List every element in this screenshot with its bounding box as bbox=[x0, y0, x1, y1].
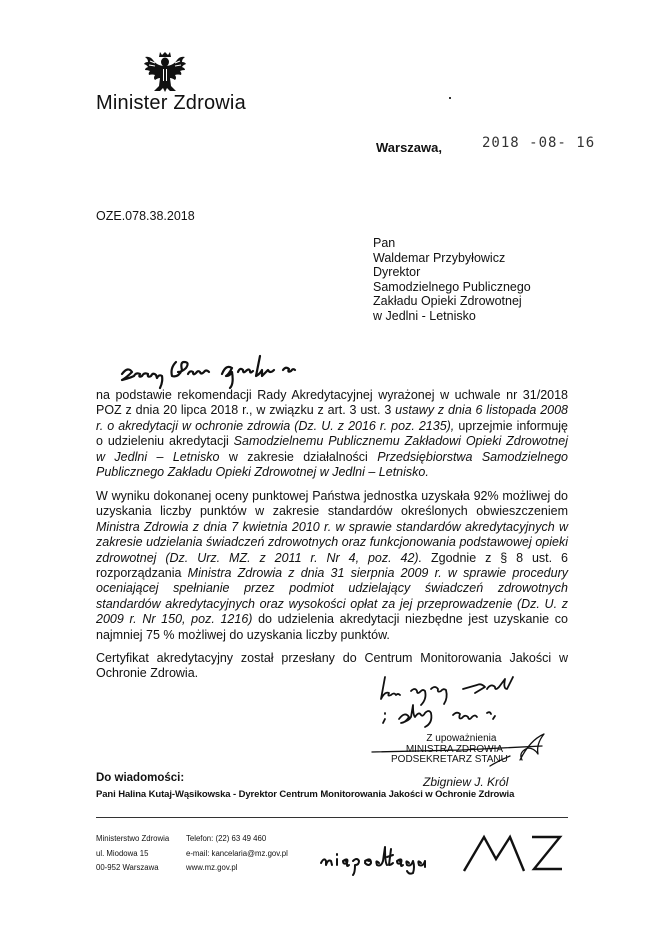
paragraph-score bbox=[96, 489, 568, 643]
ministry-name: Minister Zdrowia bbox=[96, 92, 246, 114]
stamp-line: PODSEKRETARZ STANU bbox=[391, 754, 508, 765]
paragraph-text-italic: Ministra Zdrowia z dnia 7 kwietnia 2010 r. w sprawie standardów akredytacyjnych w zakresie udzielania świadczeń zdrowotnych oraz funkcjonowania podstawowej opieki zdrowotnej (Dz. Urz. MZ. z 2011 r. Nr 4, poz. 42). bbox=[96, 519, 568, 565]
date-stamp: 2018 -08- 16 bbox=[482, 135, 596, 151]
footer-website: www.mz.gov.pl bbox=[186, 863, 238, 873]
paragraph-text-italic: ustawy z dnia 6 listopada 2008 r. o akredytacji w ochronie zdrowia (Dz. U. z 2016 r. poz. 2135), bbox=[96, 403, 569, 433]
handwritten-closing bbox=[375, 673, 585, 735]
authorization-stamp bbox=[387, 734, 508, 766]
letter-place: Warszawa, bbox=[376, 140, 442, 155]
footer-line: ul. Miodowa 15 bbox=[96, 848, 149, 858]
footer-divider bbox=[96, 817, 568, 818]
addressee-block bbox=[373, 236, 531, 324]
addressee-line: w Jedlni - Letnisko bbox=[373, 308, 476, 323]
paragraph-text: na podstawie rekomendacji Rady Akredytacyjnej wyrażonej w uchwale nr 31/2018 POZ z dnia 20 lipca 2018 r., w związku z art. 3 ust. 3 bbox=[96, 388, 568, 418]
polish-eagle-emblem-icon bbox=[143, 50, 187, 96]
paragraph-text: uprzejmie informuję o udzieleniu akredytacji bbox=[96, 418, 569, 449]
addressee-line: Samodzielnego Publicznego bbox=[373, 279, 531, 294]
paragraph-certificate: Certyfikat akredytacyjny został przesłany do Centrum Monitorowania Jakości w Ochronie Zdrowia. bbox=[96, 651, 568, 681]
addressee-line: Zakładu Opieki Zdrowotnej bbox=[373, 294, 522, 309]
paragraph-text: W wyniku dokonanej oceny punktowej Państwa jednostka uzyskała 92% możliwej do uzyskania liczby punktów w zakresie standardów określonych obwieszczeniem bbox=[96, 489, 568, 519]
footer-phone: Telefon: (22) 63 49 460 bbox=[186, 834, 267, 843]
mz-logo-icon bbox=[462, 833, 564, 873]
footer-address bbox=[96, 832, 169, 876]
stamp-line: MINISTRA ZDROWIA bbox=[405, 743, 504, 755]
paragraph-accreditation bbox=[96, 388, 568, 480]
addressee-line: Pan bbox=[373, 236, 396, 250]
cc-title: Do wiadomości: bbox=[96, 772, 185, 784]
handwritten-greeting bbox=[118, 350, 328, 392]
paragraph-text-italic: Przedsiębiorstwa Samodzielnego Publicznego Zakładu Opieki Zdrowotnej w Jedlni – Letnisko. bbox=[96, 449, 568, 480]
footer-line: Ministerstwo Zdrowia bbox=[96, 834, 170, 843]
stamp-line: Z upoważnienia bbox=[426, 733, 497, 744]
footer-contact bbox=[186, 832, 288, 876]
paragraph-text: w zakresie działalności bbox=[219, 449, 378, 464]
footer-line: 00-952 Warszawa bbox=[96, 863, 159, 873]
footer-email: e-mail: kancelaria@mz.gov.pl bbox=[186, 848, 288, 858]
niepodlegla-handwritten-logo bbox=[317, 837, 447, 877]
paragraph-text-italic: Samodzielnemu Publicznemu Zakładowi Opieki Zdrowotnej w Jedlni – Letnisko bbox=[96, 434, 568, 464]
paragraph-text: Zgodnie z § 8 ust. 6 rozporządzania bbox=[96, 550, 568, 581]
addressee-line: Waldemar Przybyłowicz bbox=[373, 250, 506, 265]
reference-number: OZE.078.38.2018 bbox=[96, 209, 195, 223]
cc-item: Pani Halina Kutaj-Wąsikowska - Dyrektor Centrum Monitorowania Jakości w Ochronie Zdrowia bbox=[96, 789, 515, 800]
paragraph-text: do udzielenia akredytacji niezbędne jest uzyskanie co najmniej 75 % możliwej do uzyskania liczby punktów. bbox=[96, 612, 568, 642]
addressee-line: Dyrektor bbox=[373, 265, 421, 280]
scan-speck bbox=[449, 97, 451, 99]
signer-name: Zbigniew J. Król bbox=[423, 775, 509, 789]
paragraph-text-italic: Ministra Zdrowia z dnia 31 sierpnia 2009 r. w sprawie procedury oceniającej spełnianie przez podmiot udzielający świadczeń zdrowotnych standardów akredytacyjnych oraz wysokości opłat za jej przeprowadzenie (Dz. U. z 2009 r. Nr 150, poz. 1216) bbox=[96, 566, 568, 627]
